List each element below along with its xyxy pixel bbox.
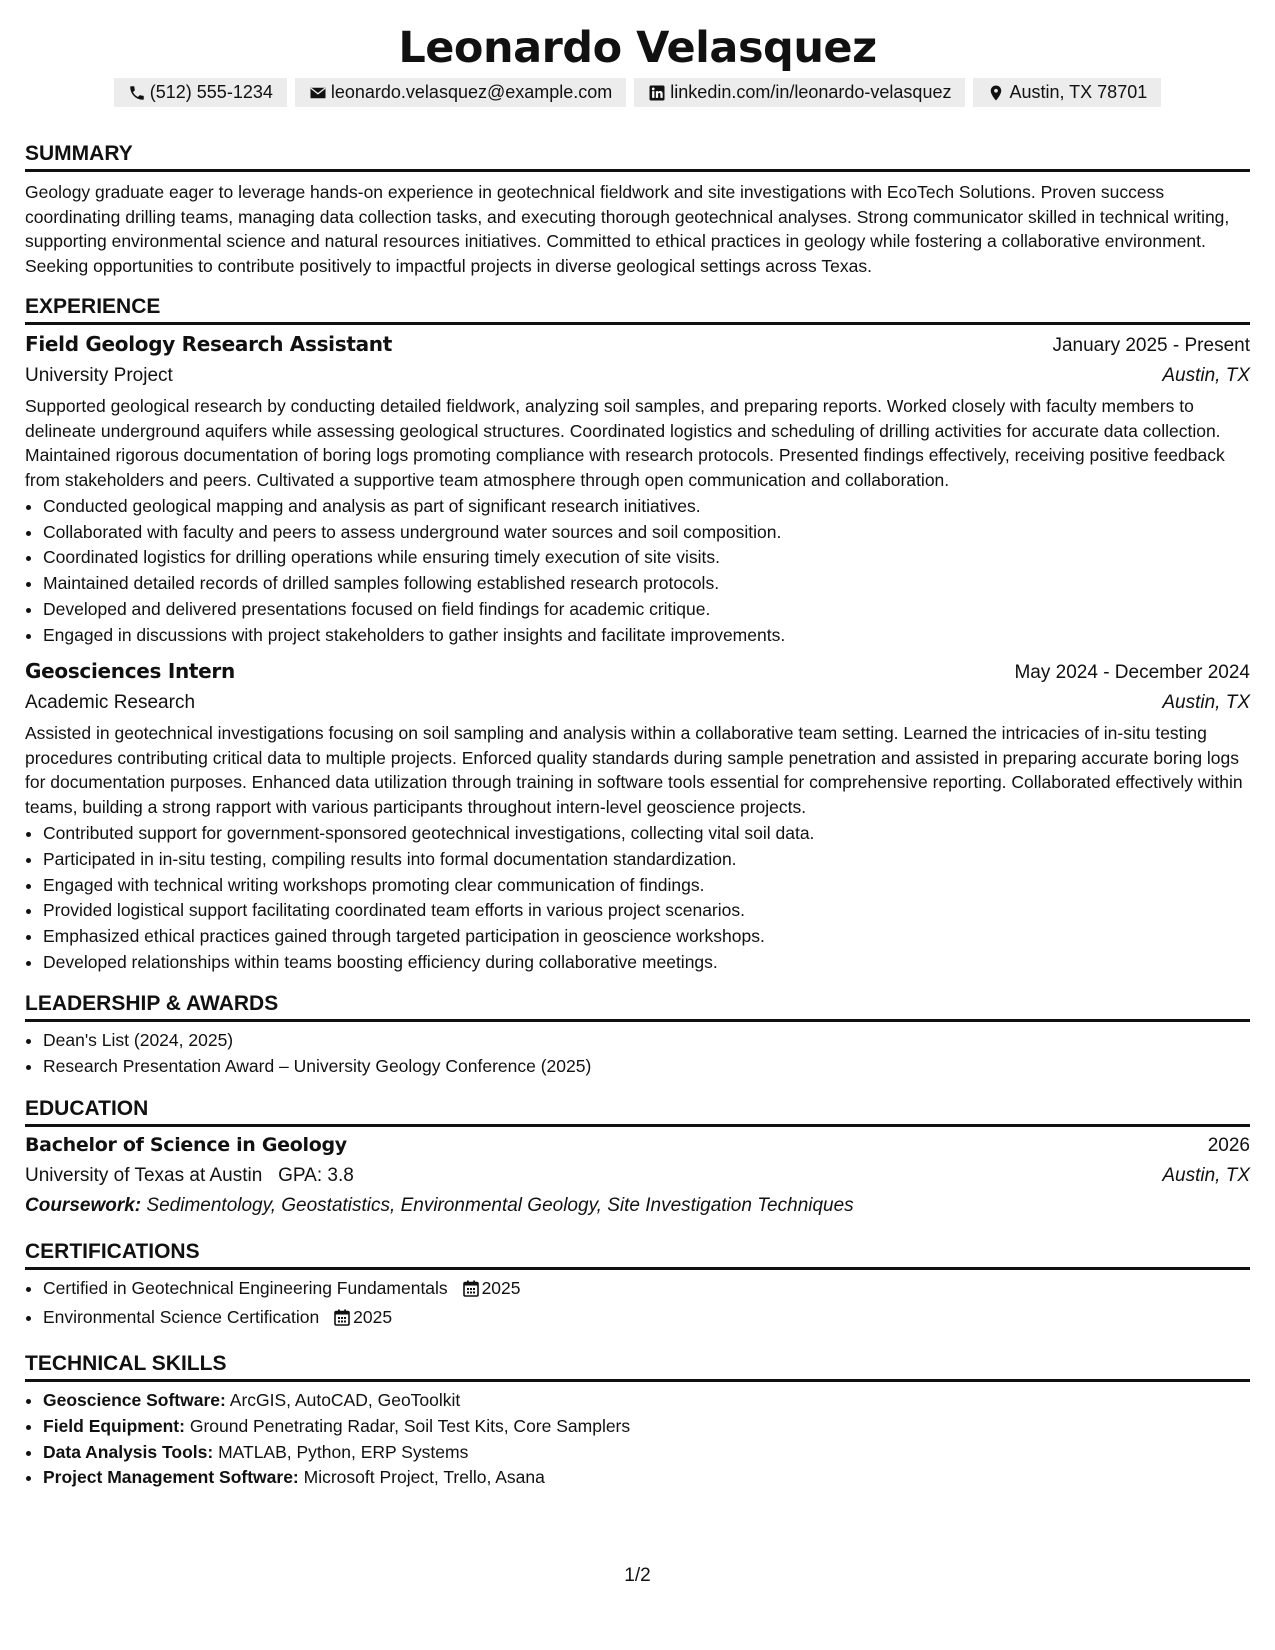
job-location: Austin, TX bbox=[1162, 692, 1250, 714]
graduation-year: 2026 bbox=[1207, 1134, 1250, 1156]
job-description: Assisted in geotechnical investigations focusing on soil sampling and analysis within a collaborative team setting. Learned the intricacies of in-situ testing procedures contributing critical data to multiple projects. Enforced quality standards during sample penetration and assisted in preparing accurate boring logs for documentation purposes. Enhanced data utilization through training in software tools essential for comprehensive reporting. Collaborated effectively within teams, building a strong rapport with various participants throughout intern-level geoscience projects. bbox=[25, 723, 1243, 817]
skill-label: Field Equipment: bbox=[43, 1415, 185, 1436]
experience-section bbox=[25, 294, 1250, 975]
job-title: Field Geology Research Assistant bbox=[25, 332, 393, 356]
certifications-section bbox=[25, 1239, 1250, 1333]
list-item: • Developed and delivered presentations focused on field findings for academic critique. bbox=[43, 597, 1250, 623]
certifications-list bbox=[25, 1276, 1250, 1333]
skill-value: Ground Penetrating Radar, Soil Test Kits, Core Samplers bbox=[189, 1415, 631, 1436]
skill-value: Microsoft Project, Trello, Asana bbox=[303, 1467, 545, 1488]
job-dates: January 2025 - Present bbox=[1052, 335, 1250, 356]
job-title: Geosciences Intern bbox=[25, 659, 235, 684]
list-item: • Engaged in discussions with project stakeholders to gather insights and facilitate improvements. bbox=[43, 623, 1250, 649]
skill-value: MATLAB, Python, ERP Systems bbox=[218, 1441, 469, 1462]
list-item: • Coordinated logistics for drilling operations while ensuring timely execution of site visits. bbox=[43, 545, 1250, 571]
list-item: • Maintained detailed records of drilled samples following established research protocols. bbox=[43, 571, 1250, 597]
list-item: • Collaborated with faculty and peers to assess underground water sources and soil composition. bbox=[43, 520, 1250, 546]
job-entry bbox=[25, 656, 1250, 975]
job-header bbox=[25, 329, 1250, 361]
education-section bbox=[25, 1096, 1250, 1221]
skill-label: Project Management Software: bbox=[43, 1467, 299, 1488]
list-item bbox=[43, 1305, 1250, 1334]
contact-linkedin[interactable] bbox=[634, 78, 965, 107]
linkedin-icon bbox=[648, 84, 666, 102]
summary-text: Geology graduate eager to leverage hands-on experience in geotechnical fieldwork and site investigations with EcoTech Solutions. Proven success coordinating drilling teams, managing data collection tasks, and executing thorough geotechnical analyses. Strong communicator skilled in technical writing, supporting environmental science and natural resources initiatives. Committed to ethical practices in geology while fostering a collaborative environment. Seeking opportunities to contribute positively to impactful projects in diverse geological settings across Texas. bbox=[25, 182, 1230, 276]
certification-name: Environmental Science Certification bbox=[43, 1306, 320, 1327]
skill-label: Data Analysis Tools: bbox=[43, 1441, 214, 1462]
gpa: GPA: 3.8 bbox=[278, 1164, 354, 1186]
phone-text: (512) 555-1234 bbox=[149, 82, 273, 102]
calendar-icon bbox=[334, 1308, 350, 1334]
list-item: • Participated in in-situ testing, compiling results into formal documentation standardization. bbox=[43, 847, 1250, 873]
skill-label: Geoscience Software: bbox=[43, 1390, 226, 1411]
linkedin-text: linkedin.com/in/leonardo-velasquez bbox=[670, 82, 952, 102]
certifications-heading: CERTIFICATIONS bbox=[25, 1239, 1250, 1270]
certification-year: 2025 bbox=[481, 1277, 521, 1298]
job-bullets bbox=[25, 821, 1250, 975]
certification-name: Certified in Geotechnical Engineering Fundamentals bbox=[43, 1277, 448, 1298]
coursework bbox=[25, 1191, 1250, 1221]
skills-heading: TECHNICAL SKILLS bbox=[25, 1351, 1250, 1382]
education-header bbox=[25, 1130, 1250, 1161]
job-organization: University Project bbox=[25, 365, 173, 386]
list-item: • Provided logistical support facilitating coordinated team efforts in various project scenarios. bbox=[43, 898, 1250, 924]
job-entry bbox=[25, 329, 1250, 648]
list-item: • Dean's List (2024, 2025) bbox=[43, 1028, 1250, 1054]
awards-list bbox=[25, 1028, 1250, 1079]
contact-location[interactable] bbox=[973, 78, 1161, 107]
list-item: • Contributed support for government-sponsored geotechnical investigations, collecting vital soil data. bbox=[43, 821, 1250, 847]
skills-section bbox=[25, 1351, 1250, 1491]
list-item: • Research Presentation Award – University Geology Conference (2025) bbox=[43, 1054, 1250, 1080]
list-item: • Emphasized ethical practices gained through targeted participation in geoscience workshops. bbox=[43, 924, 1250, 950]
summary-section bbox=[25, 141, 1250, 278]
location-text: Austin, TX 78701 bbox=[1009, 82, 1148, 102]
job-subheader bbox=[25, 688, 1250, 718]
email-text: leonardo.velasquez@example.com bbox=[330, 82, 613, 102]
list-item bbox=[43, 1440, 1250, 1466]
education-heading: EDUCATION bbox=[25, 1096, 1250, 1127]
school-info bbox=[25, 1161, 354, 1191]
certification-year: 2025 bbox=[353, 1306, 393, 1327]
envelope-icon bbox=[309, 84, 327, 102]
list-item bbox=[43, 1414, 1250, 1440]
candidate-name: Leonardo Velasquez bbox=[398, 23, 877, 73]
skill-value: ArcGIS, AutoCAD, GeoToolkit bbox=[229, 1390, 461, 1411]
phone-icon bbox=[128, 84, 146, 102]
leadership-heading: LEADERSHIP & AWARDS bbox=[25, 991, 1250, 1022]
education-subheader bbox=[25, 1161, 1250, 1191]
leadership-section bbox=[25, 991, 1250, 1079]
summary-heading: SUMMARY bbox=[25, 141, 1250, 172]
experience-heading: EXPERIENCE bbox=[25, 294, 1250, 325]
contact-bar bbox=[25, 78, 1250, 107]
coursework-list: Sedimentology, Geostatistics, Environmental Geology, Site Investigation Techniques bbox=[146, 1194, 854, 1216]
job-subheader bbox=[25, 361, 1250, 391]
job-description: Supported geological research by conducting detailed fieldwork, analyzing soil samples, and preparing reports. Worked closely with faculty members to delineate underground aquifers while assessing geological structures. Coordinated logistics and scheduling of drilling activities for accurate data collection. Maintained rigorous documentation of boring logs promoting compliance with research protocols. Presented findings effectively, receiving positive feedback from stakeholders and peers. Cultivated a supportive team atmosphere through open communication and collaboration. bbox=[25, 396, 1225, 490]
job-location: Austin, TX bbox=[1162, 365, 1250, 386]
list-item: • Conducted geological mapping and analysis as part of significant research initiatives. bbox=[43, 494, 1250, 520]
skills-list bbox=[25, 1388, 1250, 1491]
page-number: 1/2 bbox=[624, 1565, 651, 1586]
job-dates: May 2024 - December 2024 bbox=[1014, 662, 1250, 684]
coursework-label: Coursework: bbox=[25, 1194, 142, 1216]
degree-title: Bachelor of Science in Geology bbox=[25, 1133, 347, 1156]
map-pin-icon bbox=[987, 84, 1005, 102]
job-organization: Academic Research bbox=[25, 692, 196, 714]
resume-page bbox=[25, 0, 1250, 1491]
school-name: University of Texas at Austin bbox=[25, 1164, 263, 1186]
list-item: • Developed relationships within teams boosting efficiency during collaborative meetings. bbox=[43, 950, 1250, 976]
contact-email[interactable] bbox=[295, 78, 626, 107]
list-item bbox=[43, 1465, 1250, 1491]
school-location: Austin, TX bbox=[1162, 1164, 1250, 1186]
job-header bbox=[25, 656, 1250, 688]
list-item bbox=[43, 1388, 1250, 1414]
list-item: • Engaged with technical writing workshops promoting clear communication of findings. bbox=[43, 873, 1250, 899]
list-item bbox=[43, 1276, 1250, 1305]
contact-phone[interactable] bbox=[114, 78, 287, 107]
calendar-icon bbox=[463, 1279, 479, 1305]
job-bullets bbox=[25, 494, 1250, 648]
